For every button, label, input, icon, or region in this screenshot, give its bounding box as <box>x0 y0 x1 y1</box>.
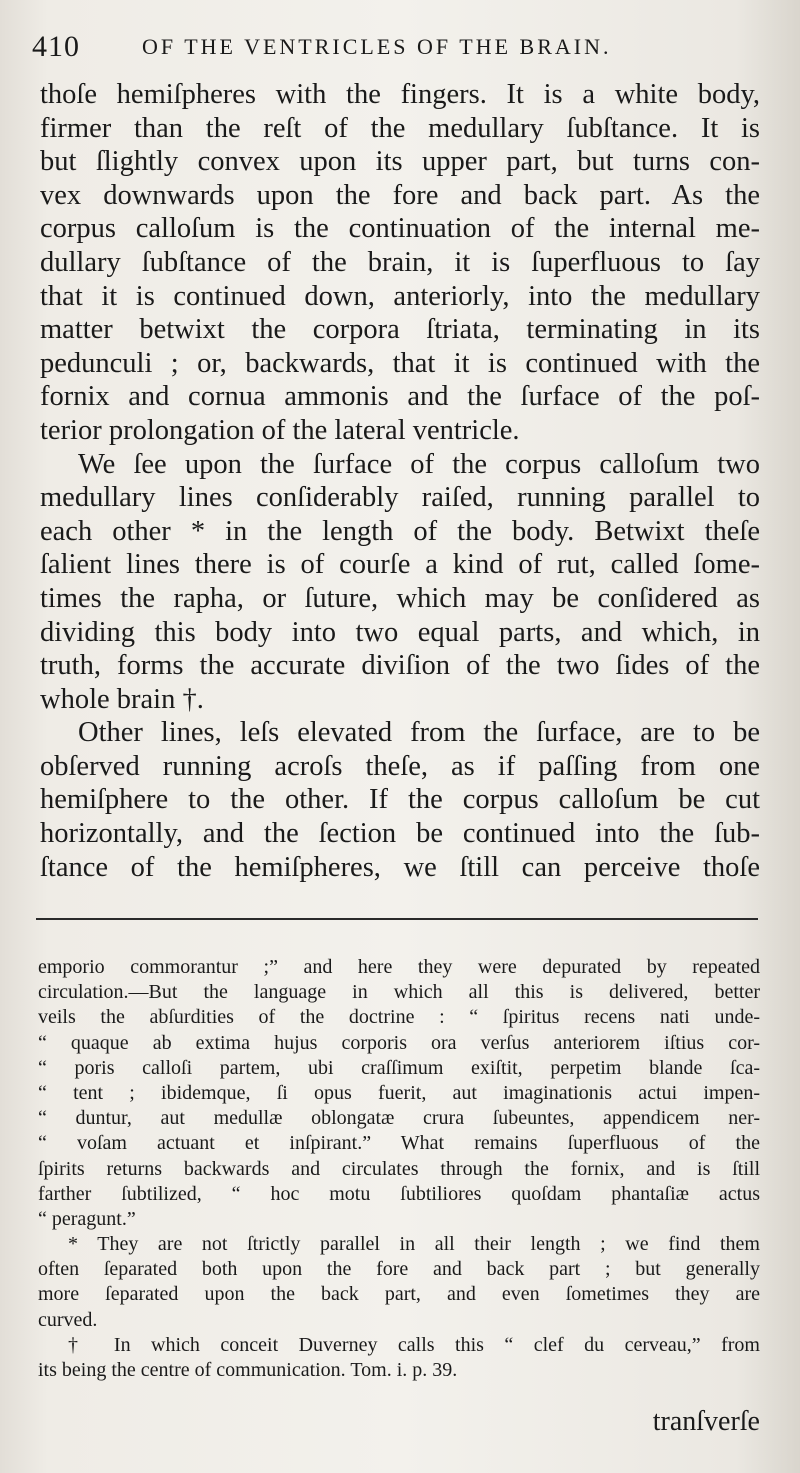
page-header <box>32 30 772 62</box>
main-text <box>40 78 760 884</box>
footnote-rule <box>36 918 758 920</box>
text-line: medullary lines conſiderably raiſed, running parallel to <box>40 482 760 514</box>
text-line: thoſe hemiſpheres with the fingers. It is a white body, <box>40 79 760 110</box>
text-line: horizontally, and the ſection be continued into the ſub- <box>40 818 760 850</box>
running-head: OF THE VENTRICLES OF THE BRAIN. <box>142 34 612 59</box>
text-line: dividing this body into two equal parts, and which, in <box>40 616 760 648</box>
footnote-line: “ poris calloſi partem, ubi craſſimum exiſtit, perpetim blande ſca- <box>38 1056 760 1079</box>
text-line: obſerved running acroſs theſe, as if paſſing from one <box>40 750 760 782</box>
text-line: terior prolongation of the lateral ventricle. <box>40 414 520 446</box>
footnote-line: more ſeparated upon the back part, and even ſometimes they are <box>38 1283 760 1306</box>
text-line: truth, forms the accurate diviſion of the two ſides of the <box>40 650 760 682</box>
footnote-line: “ voſam actuant et inſpirant.” What remains ſuperfluous of the <box>38 1132 760 1155</box>
text-line: matter betwixt the corpora ſtriata, terminating in its <box>40 314 760 346</box>
footnote-line: circulation.—But the language in which all this is delivered, better <box>38 981 760 1004</box>
footnote-line: its being the centre of communication. Tom. i. p. 39. <box>38 1359 458 1381</box>
footnote-line: curved. <box>38 1308 98 1331</box>
text-line: times the rapha, or ſuture, which may be conſidered as <box>40 582 760 614</box>
footnote-line: emporio commorantur ;” and here they were depurated by repeated <box>38 956 760 978</box>
text-line: that it is continued down, anteriorly, into the medullary <box>40 280 760 312</box>
page-number: 410 <box>32 30 80 63</box>
text-line: firmer than the reſt of the medullary ſubſtance. It is <box>40 112 760 144</box>
footnote-line: veils the abſurdities of the doctrine : “ ſpiritus recens nati unde- <box>38 1006 760 1029</box>
footnotes <box>38 955 760 1383</box>
text-line: ſtance of the hemiſpheres, we ſtill can perceive thoſe <box>40 851 760 883</box>
text-line: vex downwards upon the fore and back part. As the <box>40 179 760 211</box>
text-line: Other lines, leſs elevated from the ſurface, are to be <box>78 717 760 749</box>
text-line: but ſlightly convex upon its upper part, but turns con- <box>40 146 760 178</box>
text-line: whole brain †. <box>40 683 204 715</box>
footnote-line: farther ſubtilized, “ hoc motu ſubtiliores quoſdam phantaſiæ actus <box>38 1182 760 1205</box>
text-line: pedunculi ; or, backwards, that it is continued with the <box>40 347 760 379</box>
catchword: tranſverſe <box>652 1406 760 1437</box>
text-line: dullary ſubſtance of the brain, it is ſuperfluous to ſay <box>40 246 760 278</box>
text-line: ſalient lines there is of courſe a kind of rut, called ſome- <box>40 549 760 581</box>
text-line: fornix and cornua ammonis and the ſurface of the poſ- <box>40 381 760 413</box>
footnote-line: often ſeparated both upon the fore and back part ; but generally <box>38 1258 760 1281</box>
text-line: each other * in the length of the body. Betwixt theſe <box>40 515 760 547</box>
footnote-line: * They are not ſtrictly parallel in all their length ; we find them <box>68 1233 760 1256</box>
text-line: corpus calloſum is the continuation of the internal me- <box>40 213 760 245</box>
footnote-line: “ duntur, aut medullæ oblongatæ crura ſubeuntes, appendicem ner- <box>38 1107 760 1130</box>
footnote-line: “ quaque ab extima hujus corporis ora verſus anteriorem iſtius cor- <box>38 1031 760 1054</box>
footnote-line: ſpirits returns backwards and circulates through the fornix, and is ſtill <box>38 1157 760 1180</box>
footnote-line: † In which conceit Duverney calls this “ clef du cerveau,” from <box>68 1333 760 1356</box>
footnote-line: “ tent ; ibidemque, ſi opus fuerit, aut imaginationis actui impen- <box>38 1081 760 1104</box>
footnote-line: “ peragunt.” <box>38 1207 136 1230</box>
text-line: hemiſphere to the other. If the corpus calloſum be cut <box>40 784 760 816</box>
text-line: We ſee upon the ſurface of the corpus calloſum two <box>78 448 760 480</box>
